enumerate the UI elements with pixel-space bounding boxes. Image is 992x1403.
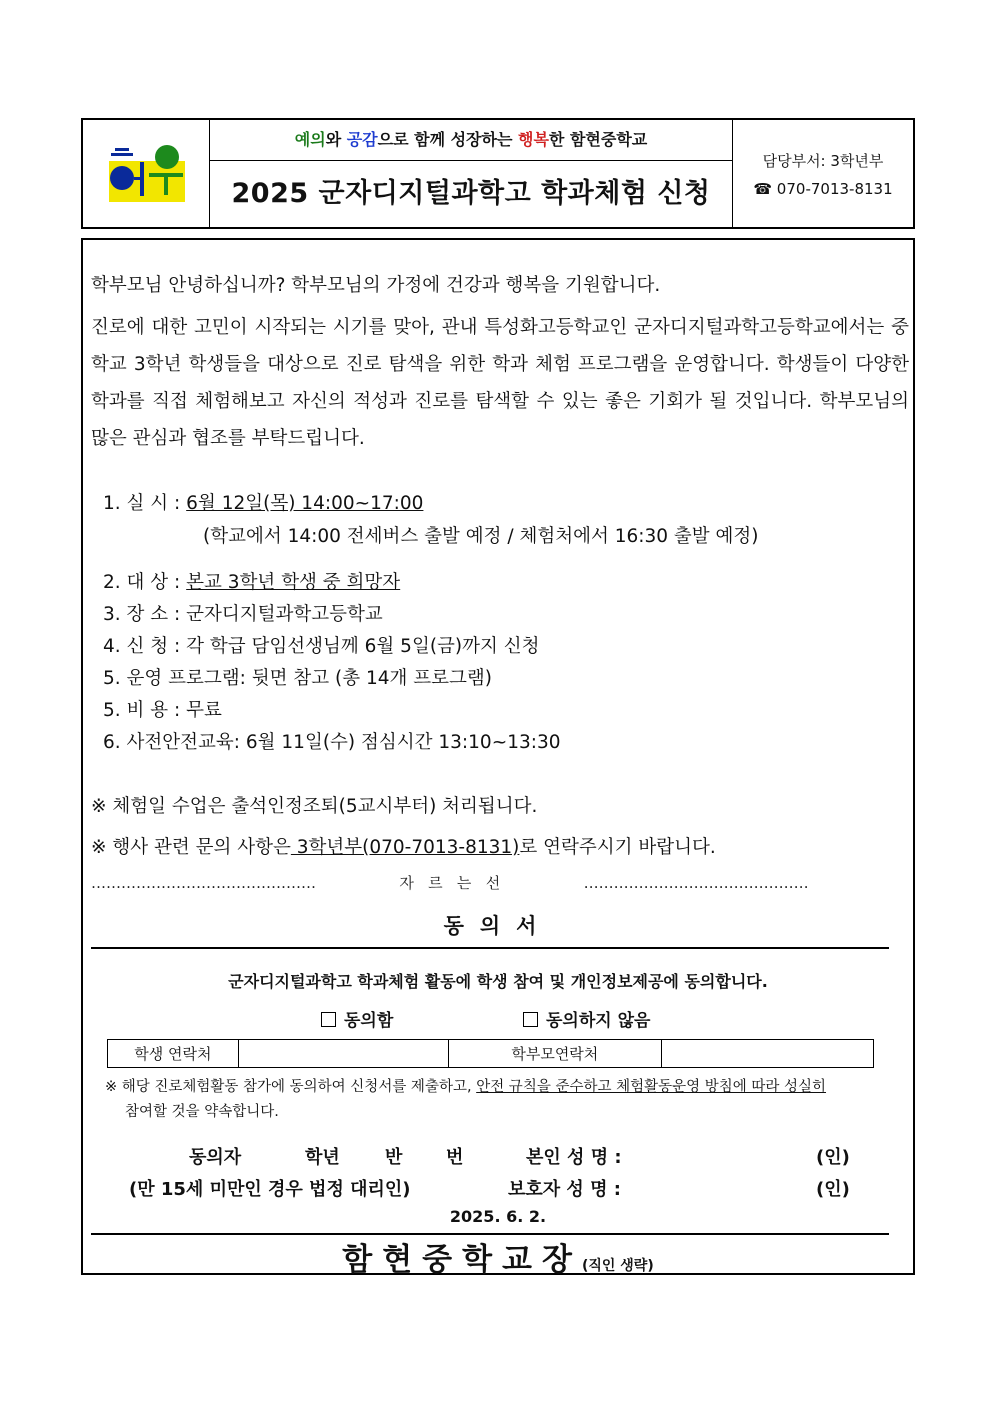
info-item-place <box>103 600 383 626</box>
item-label: 5. 운영 프로그램: <box>103 668 246 689</box>
letter-body <box>81 238 915 1278</box>
consenter-label: 동의자 <box>189 1147 242 1168</box>
pledge-text: ※ 해당 진로체험활동 참가에 동의하여 신청서를 제출하고, <box>105 1079 477 1095</box>
school-slogan <box>210 120 732 161</box>
item-label: 2. 대 상 : <box>103 572 181 593</box>
student-contact-field[interactable] <box>238 1040 448 1068</box>
self-seal[interactable]: (인) <box>816 1147 850 1168</box>
divider <box>91 947 889 949</box>
consent-statement: 군자디지털과학고 학과체험 활동에 학생 참여 및 개인정보제공에 동의합니다. <box>228 972 768 991</box>
info-item-cost <box>103 696 222 722</box>
info-item-program <box>103 664 492 690</box>
cut-dots-left: ……………………………………… <box>91 874 316 892</box>
consent-title: 동의서 <box>443 914 553 938</box>
number-label: 번 <box>446 1147 464 1168</box>
info-item-apply <box>103 632 540 658</box>
class-label: 반 <box>385 1147 403 1168</box>
note-attendance: ※ 체험일 수업은 출석인정조퇴(5교시부터) 처리됩니다. <box>91 796 538 817</box>
item-value: 각 학급 담임선생님께 6월 5일(금)까지 신청 <box>186 636 540 657</box>
guardian-name-label: 보호자 성 명 : <box>508 1179 621 1200</box>
department-phone: ☎ 070-7013-8131 <box>753 180 893 198</box>
legal-proxy-note: (만 15세 미만인 경우 법정 대리인) <box>129 1179 411 1200</box>
pledge-underlined: 안전 규칙을 준수하고 체험활동운영 방침에 따라 성실히 <box>476 1079 827 1095</box>
contact-info: 3학년부(070-7013-8131) <box>290 837 520 858</box>
student-contact-label: 학생 연락처 <box>108 1040 239 1068</box>
item-value: 6월 12일(목) 14:00~17:00 <box>186 493 424 514</box>
item-value: 무료 <box>186 700 222 721</box>
cut-line <box>91 872 891 893</box>
note-text: ※ 행사 관련 문의 사항은 <box>91 837 291 858</box>
slogan-courtesy: 예의 <box>294 130 326 149</box>
self-name-label: 본인 성 명 : <box>526 1147 622 1168</box>
disagree-option[interactable] <box>523 1006 650 1031</box>
info-item-schedule-sub: (학교에서 14:00 전세버스 출발 예정 / 체험처에서 16:30 출발 예정) <box>203 526 759 547</box>
cut-label: 자 르 는 선 <box>399 874 501 892</box>
info-item-schedule <box>103 489 423 515</box>
slogan-part: 으로 함께 성장하는 <box>377 130 518 149</box>
principal-signature <box>83 1234 913 1279</box>
item-value: 본교 3학년 학생 중 희망자 <box>186 572 401 593</box>
intro-paragraph: 진로에 대한 고민이 시작되는 시기를 맞아, 관내 특성화고등학교인 군자디지털과학고등학교에서는 중학교 3학년 학생들을 대상으로 진로 탐색을 위한 학과 체험 프로그램을 운영합니다. 학생들이 다양한 학과를 직접 체험해보고 자신의 적성과 진로를 탐색할 수 있는 좋은 기회가 될 것입니다. 학부모님의 많은 관심과 협조를 부탁드립니다. <box>91 317 909 449</box>
document-title: 2025 군자디지털과학고 학과체험 신청 <box>231 178 711 209</box>
title-cell <box>210 120 733 227</box>
info-item-safety <box>103 728 561 754</box>
item-label: 5. 비 용 : <box>103 700 181 721</box>
seal-omitted-note: (직인 생략) <box>581 1258 654 1274</box>
contact-table <box>107 1039 874 1068</box>
item-value: 6월 11일(수) 점심시간 13:10~13:30 <box>245 732 561 753</box>
guardian-seal[interactable]: (인) <box>816 1179 850 1200</box>
note-text: 로 연락주시기 바랍니다. <box>519 837 716 858</box>
disagree-label: 동의하지 않음 <box>546 1011 651 1031</box>
slogan-happiness: 행복 <box>518 130 549 149</box>
pledge-note <box>105 1075 826 1096</box>
item-label: 6. 사전안전교육: <box>103 732 240 753</box>
logo-cell <box>83 120 210 227</box>
item-value: 군자디지털과학고등학교 <box>186 604 383 625</box>
document-header <box>81 118 915 229</box>
cut-dots-right: ……………………………………… <box>583 874 809 892</box>
disagree-checkbox[interactable] <box>523 1012 538 1027</box>
item-label: 3. 장 소 : <box>103 604 181 625</box>
pledge-note-line2: 참여할 것을 약속합니다. <box>125 1104 279 1120</box>
department-label: 담당부서: 3학년부 <box>762 152 884 170</box>
grade-label: 학년 <box>305 1147 340 1168</box>
item-value: 뒷면 참고 (총 14개 프로그램) <box>251 668 492 689</box>
parent-contact-field[interactable] <box>661 1040 873 1068</box>
school-logo-icon <box>109 144 185 202</box>
principal-title: 함현중학교장 <box>342 1242 582 1278</box>
agree-checkbox[interactable] <box>321 1012 336 1027</box>
intro-greeting: 학부모님 안녕하십니까? 학부모님의 가정에 건강과 행복을 기원합니다. <box>91 275 661 296</box>
department-cell <box>733 120 913 227</box>
slogan-part: 한 함현중학교 <box>548 130 648 149</box>
document-date: 2025. 6. 2. <box>449 1207 547 1226</box>
parent-contact-label: 학부모연락처 <box>449 1040 661 1068</box>
slogan-part: 와 <box>325 130 347 149</box>
item-label: 1. 실 시 : <box>103 493 181 514</box>
item-label: 4. 신 청 : <box>103 636 181 657</box>
agree-label: 동의함 <box>344 1011 394 1031</box>
agree-option[interactable] <box>321 1006 393 1031</box>
slogan-empathy: 공감 <box>346 130 378 149</box>
note-inquiry <box>91 833 716 859</box>
info-item-target <box>103 568 400 594</box>
